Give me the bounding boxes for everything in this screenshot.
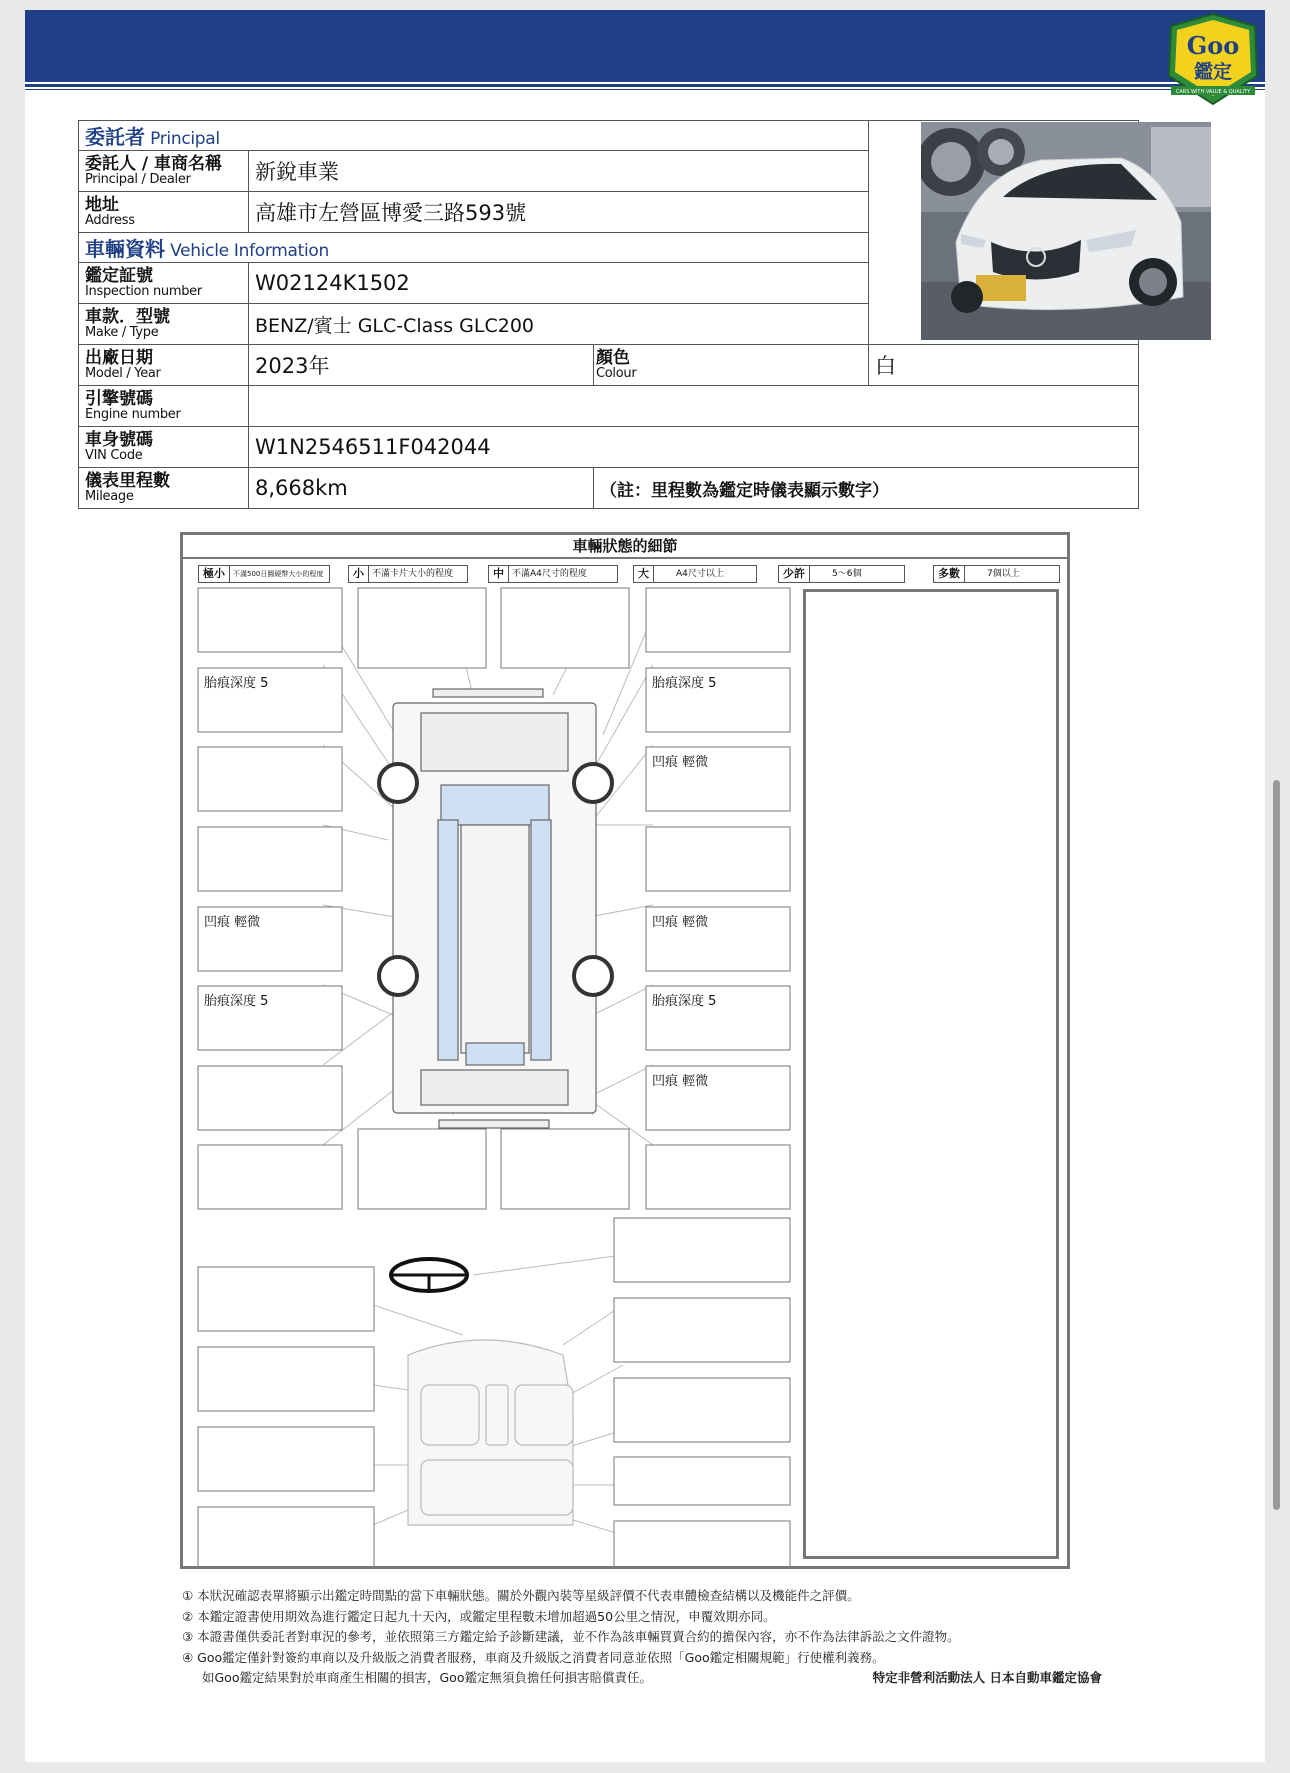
mileage-note-cell <box>594 468 1139 509</box>
address-value: 高雄市左營區博愛三路593號 <box>255 201 527 225</box>
tire-front-left-label: 胎痕深度 5 <box>204 676 269 691</box>
mileage-value-cell <box>249 468 594 509</box>
dealer-label: 委託人 / 車商名稱 <box>85 154 223 174</box>
goo-logo-sub: 鑑定 <box>1193 61 1233 83</box>
dealer-label-en: Principal / Dealer <box>85 172 191 187</box>
dent-right-rear-label: 凹痕 輕微 <box>652 1074 709 1089</box>
vehicle-section-title: 車輛資料 <box>85 237 165 261</box>
tire-front-right-label: 胎痕深度 5 <box>652 676 717 691</box>
legend-desc: 5〜6個 <box>832 569 862 579</box>
legend-desc: A4尺寸以上 <box>676 569 724 579</box>
trunk <box>421 1070 568 1105</box>
year-label: 出廠日期 <box>85 348 153 368</box>
damage-box <box>614 1298 790 1362</box>
tire-rear-left-label: 胎痕深度 5 <box>204 994 269 1009</box>
inspection-label: 鑑定証號 <box>85 266 153 286</box>
engine-label-cell <box>79 386 249 427</box>
footnotes <box>182 1586 1102 1689</box>
damage-box <box>198 1066 342 1130</box>
engine-label: 引擎號碼 <box>85 389 153 409</box>
legend-key: 少許 <box>779 566 810 582</box>
dent-right-front-label: 凹痕 輕微 <box>652 755 709 770</box>
colour-label-en: Colour <box>596 366 637 381</box>
legend-key: 小 <box>349 566 369 582</box>
organization-name: 特定非營利活動法人 日本自動車鑑定協會 <box>872 1670 1102 1685</box>
vin-label: 車身號碼 <box>85 430 153 450</box>
legend-desc: 不滿A4尺寸的程度 <box>512 569 587 579</box>
footnote: 如Goo鑑定結果對於車商產生相關的損害，Goo鑑定無須負擔任何損害賠償責任。 <box>202 1670 652 1685</box>
inspection-value: W02124K1502 <box>255 271 410 295</box>
damage-box <box>198 1347 374 1411</box>
principal-section-title: 委託者 <box>85 125 145 149</box>
inspection-label-cell <box>79 263 249 304</box>
colour-label-cell <box>594 345 869 386</box>
damage-box <box>198 747 342 811</box>
colour-value: 白 <box>875 354 896 378</box>
damage-box <box>358 588 486 668</box>
vehicle-photo-cell <box>869 121 1139 345</box>
mileage-value: 8,668km <box>255 476 348 500</box>
legend-key: 極小 <box>199 566 230 582</box>
address-value-cell <box>249 192 869 233</box>
mileage-label: 儀表里程數 <box>85 471 170 491</box>
damage-box <box>646 1145 790 1209</box>
front-left-seat <box>421 1385 479 1445</box>
header-rule <box>25 84 1265 87</box>
vin-value: W1N2546511F042044 <box>255 435 491 459</box>
principal-section-header <box>79 121 869 151</box>
front-bumper <box>433 689 543 697</box>
condition-diagram <box>180 532 1070 1569</box>
legend-key: 大 <box>634 566 654 582</box>
goo-logo-ribbon-text: CARS WITH VALUE & QUALITY <box>1175 89 1251 95</box>
interior-seats <box>408 1340 573 1525</box>
make-label-cell <box>79 304 249 345</box>
vehicle-section-header <box>79 233 869 263</box>
legend-key: 中 <box>489 566 509 582</box>
dealer-value: 新銳車業 <box>255 160 339 184</box>
damage-box <box>198 1267 374 1331</box>
mileage-note: （註：里程數為鑑定時儀表顯示數字） <box>600 480 889 501</box>
header-rule-thin <box>25 89 1265 90</box>
footnote: ① 本狀況確認表單將顯示出鑑定時間點的當下車輛狀態。關於外觀內裝等星級評價不代表車體檢查結構以及機能件之評價。 <box>182 1588 860 1603</box>
hood <box>421 713 568 771</box>
year-label-en: Model / Year <box>85 366 161 381</box>
inspection-label-en: Inspection number <box>85 284 202 299</box>
damage-box <box>358 1129 486 1209</box>
damage-box <box>614 1218 790 1282</box>
damage-box <box>198 827 342 891</box>
inspection-value-cell <box>249 263 869 304</box>
footnote: ② 本鑑定證書使用期效為進行鑑定日起九十天內，或鑑定里程數未增加超過50公里之情況，申覆效期亦同。 <box>182 1608 776 1624</box>
right-windows <box>531 820 551 1060</box>
goo-logo-main: Goo <box>1186 31 1240 60</box>
damage-box <box>501 1129 629 1209</box>
front-right-seat <box>515 1385 573 1445</box>
make-value-cell <box>249 304 869 345</box>
make-label: 車款．型號 <box>85 307 170 327</box>
year-value: 2023年 <box>255 354 330 378</box>
legend-desc: 不滿500日圓硬幣大小的程度 <box>233 570 324 578</box>
vin-label-en: VIN Code <box>85 448 143 463</box>
tire-rear-right-label: 胎痕深度 5 <box>652 994 717 1009</box>
address-label-cell <box>79 192 249 233</box>
damage-box <box>198 1427 374 1491</box>
diagram-title: 車輛狀態的細節 <box>183 535 1067 559</box>
make-value: BENZ/賓士 GLC-Class GLC200 <box>255 314 535 337</box>
address-label-en: Address <box>85 213 135 228</box>
year-value-cell <box>249 345 594 386</box>
dent-left-middle-label: 凹痕 輕微 <box>204 915 261 930</box>
damage-box <box>501 588 629 668</box>
colour-value-cell <box>869 345 1139 386</box>
steering-wheel-icon <box>391 1259 467 1291</box>
footnote: ③ 本證書僅供委託者對車況的參考，並依照第三方鑑定給予診斷建議，並不作為該車輛買賣合約的擔保內容，亦不作為法律訴訟之文件證物。 <box>182 1629 960 1644</box>
goo-logo <box>1165 12 1261 110</box>
wheel-rear-right <box>574 957 612 995</box>
address-label: 地址 <box>85 195 119 215</box>
engine-value-cell <box>249 386 1139 427</box>
footnote: ④ Goo鑑定僅針對簽約車商以及升級版之消費者服務，車商及升級版之消費者同意並依照「Goo鑑定相關規範」行使權利義務。 <box>182 1649 885 1665</box>
damage-box <box>198 1145 342 1209</box>
colour-label: 顏色 <box>596 348 630 368</box>
mileage-label-en: Mileage <box>85 489 134 504</box>
make-label-en: Make / Type <box>85 325 159 340</box>
wheel-front-left <box>379 764 417 802</box>
rear-window <box>466 1043 524 1065</box>
principal-section-title-en: Principal <box>150 129 220 149</box>
car-diagram-svg <box>183 535 1067 1566</box>
damage-box <box>614 1521 790 1566</box>
rear-bumper <box>439 1120 549 1128</box>
header-note: 完整說明請詳洽其他頁次 <box>1013 59 1167 75</box>
dent-right-middle-label: 凹痕 輕微 <box>652 915 709 930</box>
legend-key: 多數 <box>934 566 965 582</box>
windshield <box>441 785 549 825</box>
wheel-front-right <box>574 764 612 802</box>
damage-box <box>198 588 342 652</box>
damage-box <box>614 1378 790 1442</box>
center-console <box>486 1385 508 1445</box>
vin-label-cell <box>79 427 249 468</box>
dealer-value-cell <box>249 151 869 192</box>
mileage-label-cell <box>79 468 249 509</box>
vin-value-cell <box>249 427 1139 468</box>
left-windows <box>438 820 458 1060</box>
roof <box>461 825 529 1053</box>
rear-bench <box>421 1460 573 1515</box>
legend-desc: 7個以上 <box>987 569 1020 579</box>
damage-box <box>198 1507 374 1566</box>
vehicle-photo <box>921 122 1211 340</box>
dealer-label-cell <box>79 151 249 192</box>
legend-desc: 不滿卡片大小的程度 <box>372 569 454 579</box>
damage-box <box>646 827 790 891</box>
info-table <box>78 120 1139 509</box>
damage-box <box>614 1457 790 1505</box>
scrollbar[interactable] <box>1273 780 1280 1510</box>
vehicle-section-title-en: Vehicle Information <box>170 241 329 261</box>
damage-box <box>646 588 790 652</box>
wheel-rear-left <box>379 957 417 995</box>
car-top-view <box>379 689 612 1128</box>
engine-label-en: Engine number <box>85 407 181 422</box>
year-label-cell <box>79 345 249 386</box>
